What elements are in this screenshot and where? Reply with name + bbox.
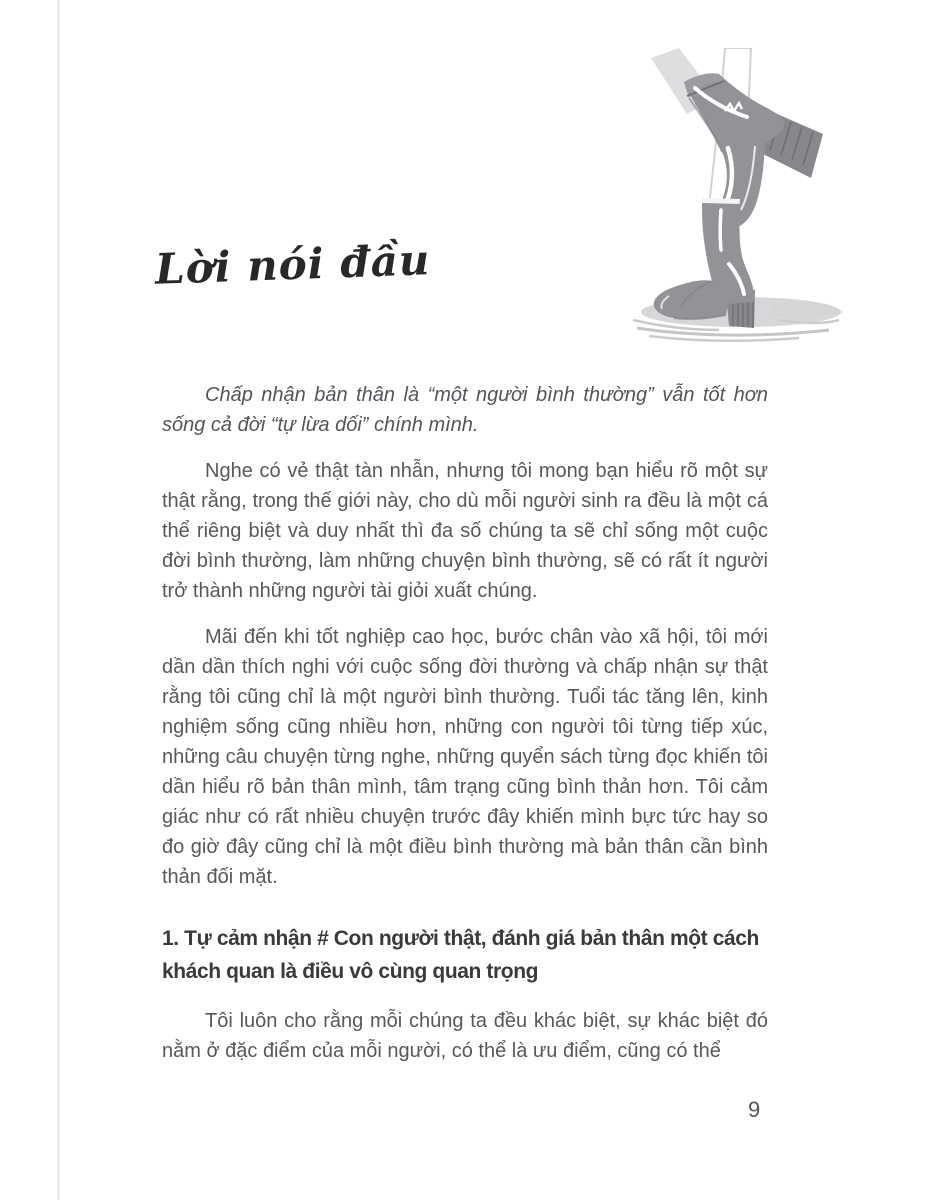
lead-quote: Chấp nhận bản thân là “một người bình thường” vẫn tốt hơn sống cả đời “tự lừa dối” chính mình.	[162, 384, 768, 436]
body-paragraph: Mãi đến khi tốt nghiệp cao học, bước chân vào xã hội, tôi mới dần dần thích nghi với cuộc sống đời thường và chấp nhận sự thật rằng tôi cũng chỉ là một người bình thường. Tuổi tác tăng lên, kinh nghiệm sống cũng nhiều hơn, những con người tôi từng tiếp xúc, những câu chuyện từng nghe, những quyển sách từng đọc khiến tôi dần hiểu rõ bản thân mình, tâm trạng cũng bình thản hơn. Tôi cảm giác như có rất nhiều chuyện trước đây khiến mình bực tức hay so đo giờ đây cũng chỉ là một điều bình thường mà bản thân cần bình thản đối mặt.	[162, 626, 768, 888]
page-spine-divider	[57, 0, 60, 1200]
shadow-stroke	[649, 336, 799, 341]
standing-boot	[654, 198, 754, 319]
section-heading: 1. Tự cảm nhận # Con người thật, đánh giá bản thân một cách khách quan là điều vô cùng quan trọng	[162, 927, 759, 983]
shadow-stroke	[637, 328, 829, 335]
body-paragraph: Tôi luôn cho rằng mỗi chúng ta đều khác biệt, sự khác biệt đó nằm ở đặc điểm của mỗi người, có thể là ưu điểm, cũng có thể	[162, 1010, 768, 1062]
boots-illustration	[628, 48, 880, 360]
body-paragraph: Nghe có vẻ thật tàn nhẫn, nhưng tôi mong bạn hiểu rõ một sự thật rằng, trong thế giới này, cho dù mỗi người sinh ra đều là một cá thể riêng biệt và duy nhất thì đa số chúng ta sẽ chỉ sống một cuộc đời bình thường, làm những chuyện bình thường, sẽ có rất ít người trở thành những người tài giỏi xuất chúng.	[162, 460, 768, 602]
page-title: Lời nói đầu	[154, 235, 432, 294]
text-column	[162, 380, 768, 1082]
page-number: 9	[748, 1097, 761, 1122]
